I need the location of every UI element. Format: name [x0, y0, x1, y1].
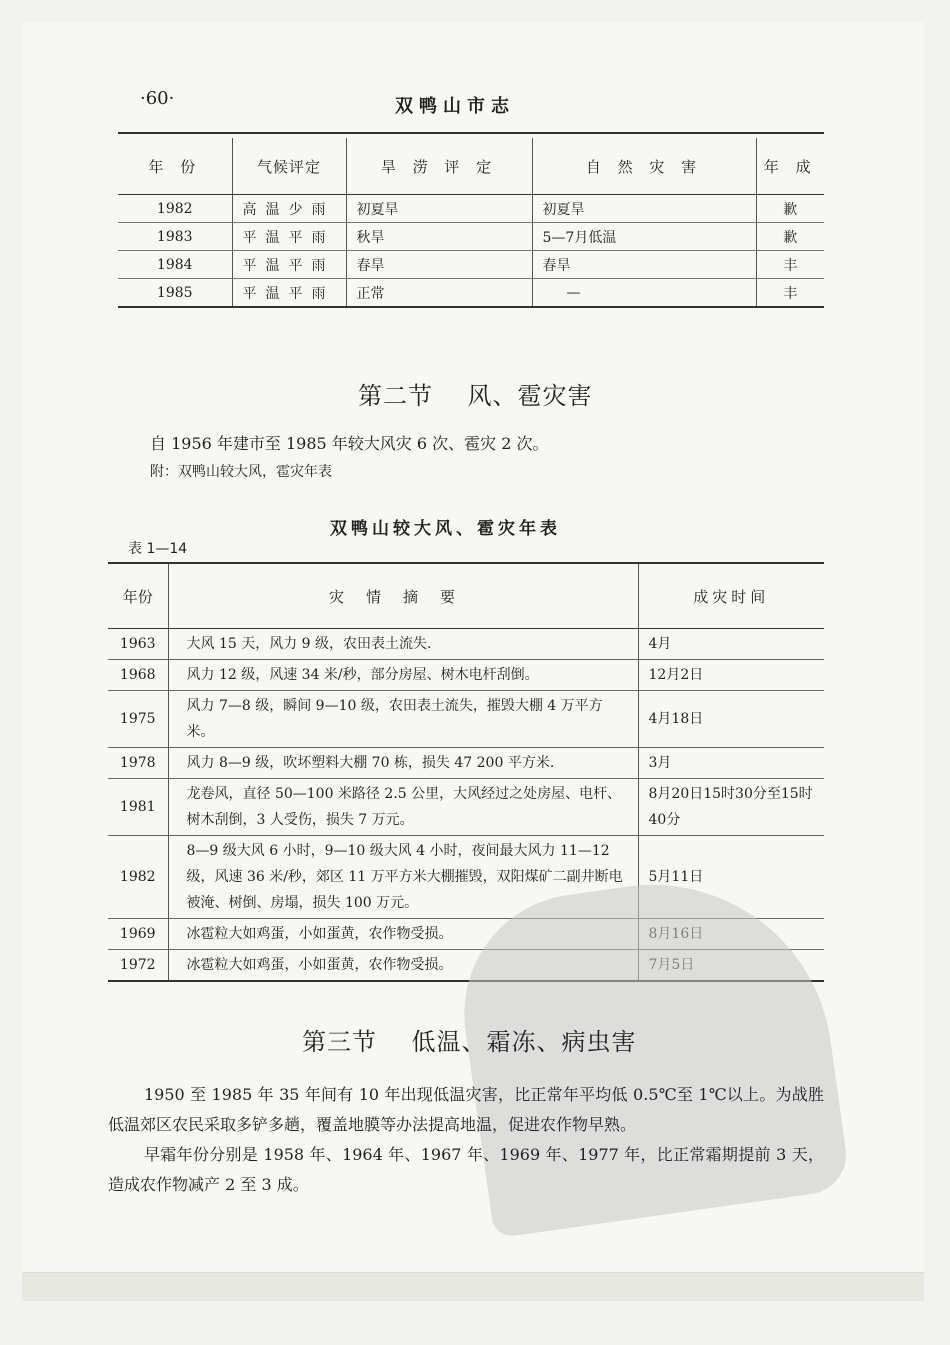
col-summary: 灾情摘要: [168, 563, 638, 629]
summary-cell: 风力 8—9 级，吹坏塑料大棚 70 栋，损失 47 200 平方米.: [168, 748, 638, 779]
harvest-cell: 歉: [756, 195, 824, 223]
table-row: [108, 748, 824, 779]
disaster-cell: 初夏旱: [532, 195, 756, 223]
summary-cell: 冰雹粒大如鸡蛋，小如蛋黄，农作物受损。: [168, 950, 638, 982]
year-cell: 1975: [108, 691, 168, 748]
col-year: 年份: [108, 563, 168, 629]
year-cell: 1968: [108, 660, 168, 691]
year-cell: 1982: [108, 836, 168, 919]
climate-cell: 高温少雨: [232, 195, 346, 223]
section-3-paragraph-2: 早霜年份分别是 1958 年、1964 年、1967 年、1969 年、1977 年，比正常霜期提前 3 天，造成农作物减产 2 至 3 成。: [108, 1145, 824, 1194]
drought-cell: 秋旱: [346, 223, 532, 251]
year-cell: 1984: [118, 251, 232, 279]
table-row: [118, 279, 824, 308]
drought-cell: 春旱: [346, 251, 532, 279]
time-cell: 5月11日: [638, 836, 824, 919]
section-2-title: 第二节 风、雹灾害: [358, 382, 593, 410]
page-number: ·60·: [140, 88, 175, 109]
col-disaster: 自 然 灾 害: [532, 138, 756, 195]
time-cell: 4月18日: [638, 691, 824, 748]
summary-cell: 8—9 级大风 6 小时，9—10 级大风 4 小时，夜间最大风力 11—12 级，风速 36 米/秒，郊区 11 万平方米大棚摧毁，双阳煤矿二副井断电被淹、树倒、房塌，损失 100 万元。: [168, 836, 638, 919]
harvest-cell: 歉: [756, 223, 824, 251]
table-row: [118, 251, 824, 279]
table-row: [108, 779, 824, 836]
table-row: [118, 223, 824, 251]
year-cell: 1972: [108, 950, 168, 982]
table-row: [108, 691, 824, 748]
summary-cell: 冰雹粒大如鸡蛋，小如蛋黄，农作物受损。: [168, 919, 638, 950]
time-cell: 3月: [638, 748, 824, 779]
disaster-cell: 春旱: [532, 251, 756, 279]
year-cell: 1981: [108, 779, 168, 836]
time-cell: 8月20日15时30分至15时40分: [638, 779, 824, 836]
year-cell: 1985: [118, 279, 232, 308]
time-cell: 12月2日: [638, 660, 824, 691]
disaster-cell: 5—7月低温: [532, 223, 756, 251]
wind-hail-table-header: [108, 563, 824, 629]
disaster-cell: —: [532, 279, 756, 308]
year-cell: 1983: [118, 223, 232, 251]
year-cell: 1982: [118, 195, 232, 223]
wind-hail-table-label: 表 1—14: [128, 541, 188, 557]
year-cell: 1969: [108, 919, 168, 950]
summary-cell: 龙卷风，直径 50—100 米路径 2.5 公里，大风经过之处房屋、电杆、树木刮倒，3 人受伤，损失 7 万元。: [168, 779, 638, 836]
harvest-cell: 丰: [756, 279, 824, 308]
summary-cell: 大风 15 天，风力 9 级，农田表土流失.: [168, 629, 638, 660]
col-harvest: 年 成: [756, 138, 824, 195]
section-3-paragraph-1: 1950 至 1985 年 35 年间有 10 年出现低温灾害，比正常年平均低 0.5℃至 1℃以上。为战胜低温郊区农民采取多铲多趟，覆盖地膜等办法提高地温，促进农作物早熟。: [108, 1085, 824, 1134]
wind-hail-table-title: 双鸭山较大风、雹灾年表: [330, 519, 561, 539]
col-year: 年 份: [118, 138, 232, 195]
drought-cell: 初夏旱: [346, 195, 532, 223]
climate-cell: 平温平雨: [232, 251, 346, 279]
col-drought: 旱 涝 评 定: [346, 138, 532, 195]
section-2-note: 附：双鸭山较大风，雹灾年表: [150, 464, 332, 480]
table-row: [108, 629, 824, 660]
year-cell: 1963: [108, 629, 168, 660]
table-row: [118, 195, 824, 223]
time-cell: 4月: [638, 629, 824, 660]
climate-cell: 平温平雨: [232, 223, 346, 251]
summary-cell: 风力 7—8 级，瞬间 9—10 级，农田表土流失，摧毁大棚 4 万平方米。: [168, 691, 638, 748]
climate-table: [118, 138, 824, 308]
book-title: 双鸭山市志: [395, 96, 515, 117]
harvest-cell: 丰: [756, 251, 824, 279]
section-3-title: 第三节 低温、霜冻、病虫害: [302, 1028, 637, 1056]
climate-table-header: [118, 138, 824, 195]
summary-cell: 风力 12 级，风速 34 米/秒，部分房屋、树木电杆刮倒。: [168, 660, 638, 691]
col-time: 成灾时间: [638, 563, 824, 629]
year-cell: 1978: [108, 748, 168, 779]
section-2-intro: 自 1956 年建市至 1985 年较大风灾 6 次、雹灾 2 次。: [150, 434, 549, 453]
page-bottom-edge: [22, 1272, 924, 1301]
col-climate: 气候评定: [232, 138, 346, 195]
header-rule: [118, 132, 824, 134]
table-row: [108, 660, 824, 691]
drought-cell: 正常: [346, 279, 532, 308]
climate-cell: 平温平雨: [232, 279, 346, 308]
